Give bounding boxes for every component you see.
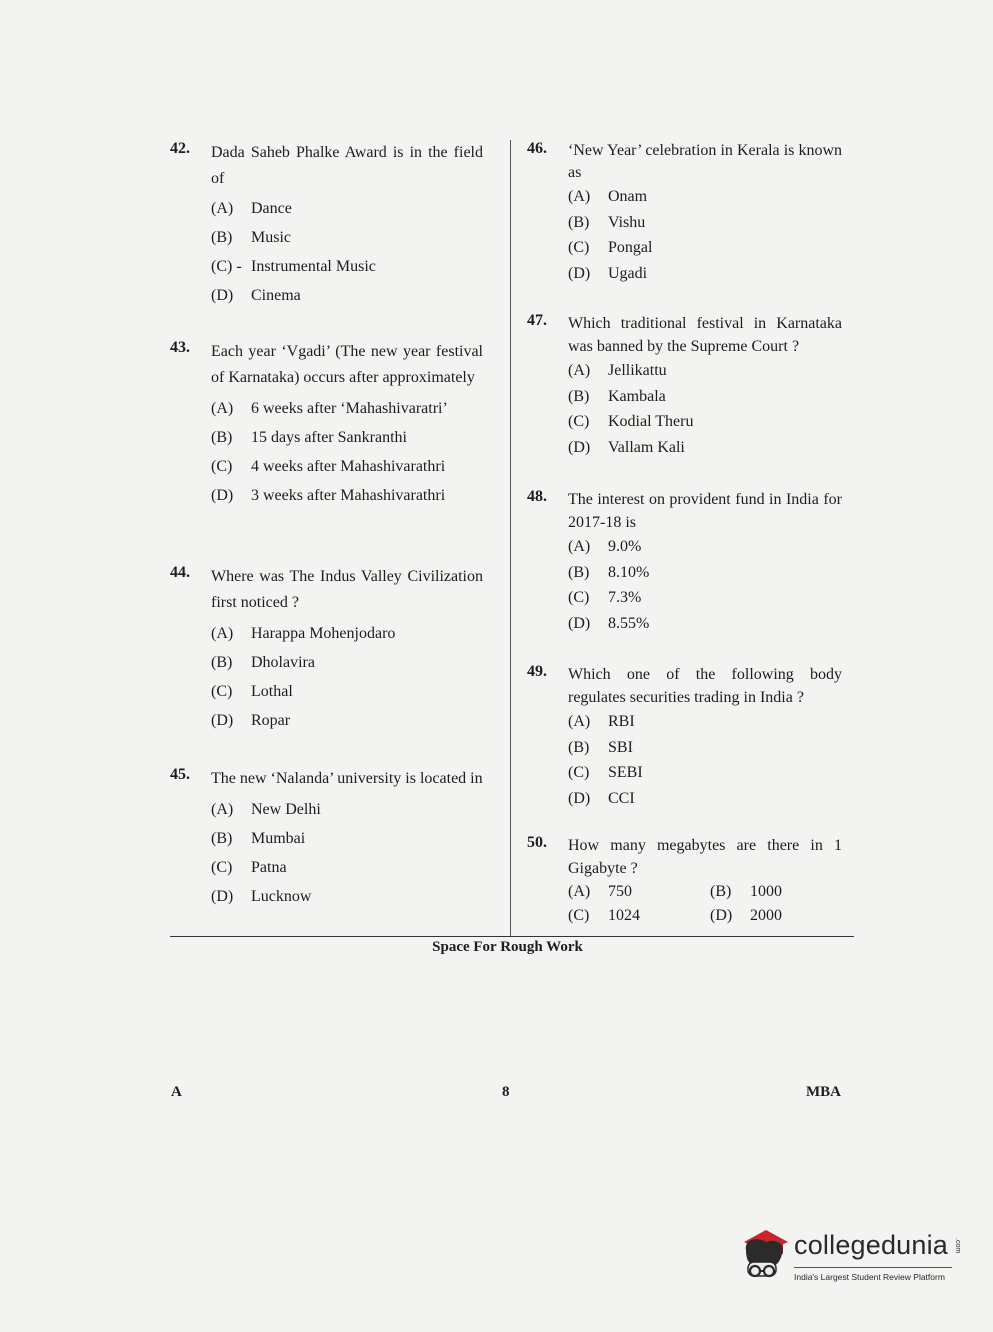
footer-page-number: 8 xyxy=(502,1084,510,1100)
question-50 xyxy=(527,834,847,928)
question-number: 50. xyxy=(527,834,547,851)
option-c: (C) 7.3% xyxy=(568,589,642,606)
option-d: (D) 8.55% xyxy=(568,614,650,632)
footer-set-code: A xyxy=(171,1084,182,1100)
question-48 xyxy=(527,488,847,636)
option-b: (B) Music xyxy=(211,229,291,246)
question-45 xyxy=(170,766,488,911)
option-c: (C) Kodial Theru xyxy=(568,413,694,430)
question-text: The interest on provident fund in India for 2017-18 is xyxy=(568,491,842,531)
question-number: 46. xyxy=(527,140,547,157)
option-b: (B) 8.10% xyxy=(568,563,650,581)
question-number: 45. xyxy=(170,766,190,783)
option-d: (D) 2000 xyxy=(710,907,782,924)
question-44 xyxy=(170,564,488,735)
question-number: 43. xyxy=(170,339,190,356)
option-d: (D) Lucknow xyxy=(211,888,312,905)
option-c: (C) Lothal xyxy=(211,683,293,700)
footer-subject: MBA xyxy=(806,1084,841,1100)
option-b: (B) 1000 xyxy=(710,883,782,900)
bottom-rule xyxy=(170,936,854,937)
option-d: (D) CCI xyxy=(568,789,635,807)
option-c: (C) 1024 xyxy=(568,907,640,924)
question-text: Dada Saheb Phalke Award is in the field of xyxy=(211,144,483,187)
option-c: (C) Patna xyxy=(211,859,287,876)
question-number: 44. xyxy=(170,564,190,581)
question-text: Which one of the following body regulates securities trading in India ? xyxy=(568,666,842,706)
question-number: 48. xyxy=(527,488,547,505)
option-c: (C) SEBI xyxy=(568,764,643,781)
option-d: (D) Vallam Kali xyxy=(568,438,685,456)
question-49 xyxy=(527,663,847,811)
option-a: (A) 9.0% xyxy=(568,538,642,555)
question-text: Each year ‘Vgadi’ (The new year festival of Karnataka) occurs after approximately xyxy=(211,343,483,386)
option-b: (B) SBI xyxy=(568,738,633,756)
question-42 xyxy=(170,140,488,310)
option-a: (A) New Delhi xyxy=(211,801,321,818)
question-43 xyxy=(170,339,488,510)
question-text: Which traditional festival in Karnataka was banned by the Supreme Court ? xyxy=(568,315,842,355)
option-b: (B) 15 days after Sankranthi xyxy=(211,429,407,446)
option-a: (A) Onam xyxy=(568,188,648,205)
option-a: (A) Dance xyxy=(211,200,292,217)
option-a: (A) RBI xyxy=(568,713,635,730)
option-d: (D) Cinema xyxy=(211,287,301,304)
question-number: 42. xyxy=(170,140,190,157)
question-text: The new ‘Nalanda’ university is located in xyxy=(211,770,483,787)
question-number: 47. xyxy=(527,312,547,329)
option-a: (A) Jellikattu xyxy=(568,362,667,379)
option-d: (D) Ropar xyxy=(211,712,291,729)
logo-underline xyxy=(794,1267,952,1268)
question-47 xyxy=(527,312,847,460)
question-46 xyxy=(527,140,847,286)
question-text: ‘New Year’ celebration in Kerala is known as xyxy=(568,142,842,181)
option-a: (A) Harappa Mohenjodaro xyxy=(211,625,396,642)
option-a: (A) 750 xyxy=(568,883,632,900)
option-b: (B) Vishu xyxy=(568,213,646,231)
option-b: (B) Dholavira xyxy=(211,654,315,671)
rough-work-label: Space For Rough Work xyxy=(432,939,583,955)
option-c: (C) Pongal xyxy=(568,239,653,256)
option-c: (C) - Instrumental Music xyxy=(211,258,376,275)
logo-wordmark: collegedunia xyxy=(794,1230,949,1260)
question-text: Where was The Indus Valley Civilization first noticed ? xyxy=(211,568,483,611)
option-d: (D) Ugadi xyxy=(568,264,648,282)
logo-dotcom: .com xyxy=(954,1238,961,1254)
question-number: 49. xyxy=(527,663,547,680)
column-divider xyxy=(510,140,511,936)
option-b: (B) Mumbai xyxy=(211,830,306,847)
option-a: (A) 6 weeks after ‘Mahashivaratri’ xyxy=(211,400,448,417)
logo-tagline: India's Largest Student Review Platform xyxy=(794,1272,945,1282)
question-text: How many megabytes are there in 1 Gigabyte ? xyxy=(568,837,842,877)
option-b: (B) Kambala xyxy=(568,387,666,405)
option-d: (D) 3 weeks after Mahashivarathri xyxy=(211,487,446,504)
student-mascot-icon xyxy=(736,1226,792,1286)
option-c: (C) 4 weeks after Mahashivarathri xyxy=(211,458,446,475)
collegedunia-logo xyxy=(736,1226,966,1290)
